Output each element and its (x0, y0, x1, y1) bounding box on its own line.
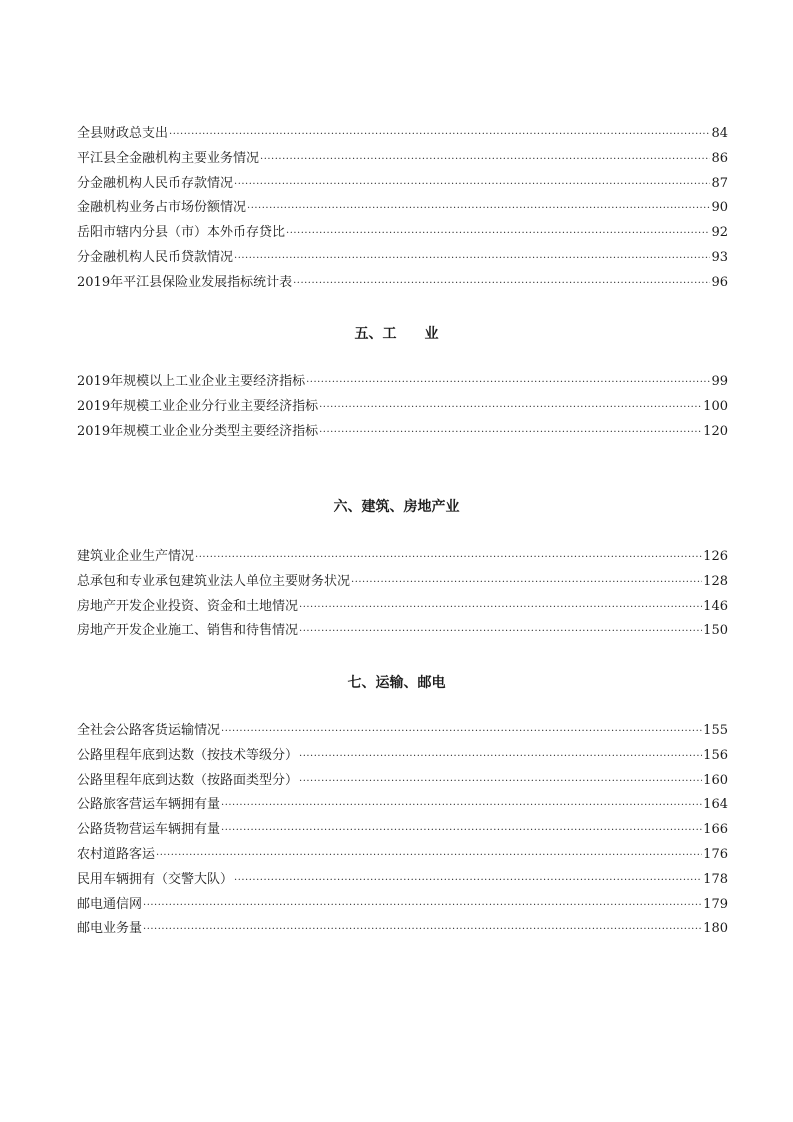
toc-leader-dots (299, 770, 702, 795)
toc-entry[interactable] (77, 818, 728, 843)
toc-leader-dots (221, 794, 702, 819)
toc-entry-page: 155 (703, 723, 728, 738)
toc-entry[interactable] (77, 793, 728, 818)
toc-block-transport (77, 719, 728, 942)
section-heading-construction: 六、建筑、房地产业 (333, 499, 460, 515)
toc-entry[interactable] (77, 595, 728, 620)
toc-leader-dots (260, 148, 710, 173)
toc-entry-title: 公路旅客营运车辆拥有量 (77, 797, 221, 813)
toc-entry[interactable] (77, 545, 728, 570)
toc-entry[interactable] (77, 868, 728, 893)
toc-entry-title: 公路货物营运车辆拥有量 (77, 822, 221, 838)
toc-entry[interactable] (77, 246, 728, 271)
toc-entry-page: 126 (703, 549, 728, 564)
toc-block-industry (77, 370, 728, 444)
toc-entry[interactable] (77, 619, 728, 644)
toc-entry-page: 96 (711, 274, 728, 290)
toc-entry-page: 84 (711, 126, 728, 141)
toc-entry-page: 178 (703, 871, 728, 887)
toc-entry-title: 平江县全金融机构主要业务情况 (77, 150, 260, 166)
toc-leader-dots (221, 720, 702, 745)
toc-entry[interactable] (77, 370, 728, 395)
toc-entry-page: 99 (711, 374, 728, 389)
toc-entry-title: 全县财政总支出 (77, 126, 169, 141)
toc-entry-page: 92 (711, 225, 728, 241)
toc-entry[interactable] (77, 843, 728, 868)
toc-entry-title: 全社会公路客货运输情况 (77, 723, 221, 738)
toc-entry-title: 分金融机构人民币贷款情况 (77, 249, 234, 265)
toc-entry-page: 128 (703, 573, 728, 589)
toc-leader-dots (319, 421, 702, 446)
toc-entry[interactable] (77, 420, 728, 445)
toc-entry[interactable] (77, 395, 728, 420)
section-heading-industry: 五、工 业 (354, 326, 439, 342)
toc-entry-title: 岳阳市辖内分县（市）本外币存贷比 (77, 225, 286, 241)
toc-entry-title: 邮电通信网 (77, 896, 143, 912)
toc-entry-title: 公路里程年底到达数（按路面类型分） (77, 772, 299, 788)
toc-leader-dots (195, 546, 702, 571)
toc-leader-dots (286, 222, 710, 247)
toc-entry[interactable] (77, 893, 728, 918)
toc-leader-dots (351, 571, 702, 596)
toc-leader-dots (143, 894, 702, 919)
toc-leader-dots (234, 869, 702, 894)
toc-entry[interactable] (77, 221, 728, 246)
toc-entry-title: 2019年规模工业企业分类型主要经济指标 (77, 423, 319, 439)
toc-entry[interactable] (77, 769, 728, 794)
toc-leader-dots (319, 396, 702, 421)
toc-block-finance (77, 122, 728, 296)
toc-entry-title: 建筑业企业生产情况 (77, 549, 195, 564)
toc-entry-page: 156 (703, 747, 728, 763)
toc-entry-title: 2019年规模以上工业企业主要经济指标 (77, 374, 306, 389)
toc-entry-page: 86 (711, 150, 728, 166)
toc-entry-title: 农村道路客运 (77, 846, 156, 862)
toc-entry-title: 房地产开发企业投资、资金和土地情况 (77, 598, 299, 614)
toc-entry[interactable] (77, 271, 728, 296)
toc-leader-dots (234, 247, 710, 272)
toc-entry-page: 87 (711, 175, 728, 191)
toc-leader-dots (306, 371, 710, 396)
toc-leader-dots (299, 745, 702, 770)
toc-entry-page: 180 (703, 921, 728, 937)
toc-leader-dots (299, 620, 702, 645)
toc-leader-dots (293, 272, 710, 297)
toc-entry-title: 2019年规模工业企业分行业主要经济指标 (77, 398, 319, 414)
toc-entry[interactable] (77, 917, 728, 942)
toc-entry-title: 2019年平江县保险业发展指标统计表 (77, 274, 293, 290)
toc-entry-title: 公路里程年底到达数（按技术等级分） (77, 747, 299, 763)
toc-entry-page: 120 (703, 423, 728, 439)
toc-entry-page: 93 (711, 249, 728, 265)
toc-leader-dots (169, 123, 710, 148)
toc-entry-page: 146 (703, 598, 728, 614)
toc-entry-title: 民用车辆拥有（交警大队） (77, 871, 234, 887)
toc-entry[interactable] (77, 744, 728, 769)
toc-entry-title: 房地产开发企业施工、销售和待售情况 (77, 623, 299, 639)
toc-entry-page: 160 (703, 772, 728, 788)
toc-leader-dots (156, 844, 702, 869)
toc-entry-page: 166 (703, 822, 728, 838)
toc-entry[interactable] (77, 122, 728, 147)
toc-entry[interactable] (77, 719, 728, 744)
toc-leader-dots (221, 819, 702, 844)
toc-leader-dots (247, 197, 710, 222)
toc-leader-dots (143, 918, 702, 943)
toc-entry-page: 90 (711, 200, 728, 216)
toc-entry-title: 分金融机构人民币存款情况 (77, 175, 234, 191)
toc-entry-page: 100 (703, 398, 728, 414)
toc-entry-page: 176 (703, 846, 728, 862)
section-heading-transport: 七、运输、邮电 (347, 675, 446, 691)
toc-entry-title: 金融机构业务占市场份额情况 (77, 200, 247, 216)
toc-entry-page: 164 (703, 797, 728, 813)
toc-leader-dots (234, 173, 710, 198)
toc-entry[interactable] (77, 172, 728, 197)
toc-entry-page: 150 (703, 623, 728, 639)
toc-block-construction (77, 545, 728, 644)
toc-entry-title: 总承包和专业承包建筑业法人单位主要财务状况 (77, 573, 351, 589)
toc-entry-page: 179 (703, 896, 728, 912)
toc-leader-dots (299, 596, 702, 621)
toc-entry[interactable] (77, 147, 728, 172)
toc-entry-title: 邮电业务量 (77, 921, 143, 937)
toc-entry[interactable] (77, 196, 728, 221)
toc-entry[interactable] (77, 570, 728, 595)
